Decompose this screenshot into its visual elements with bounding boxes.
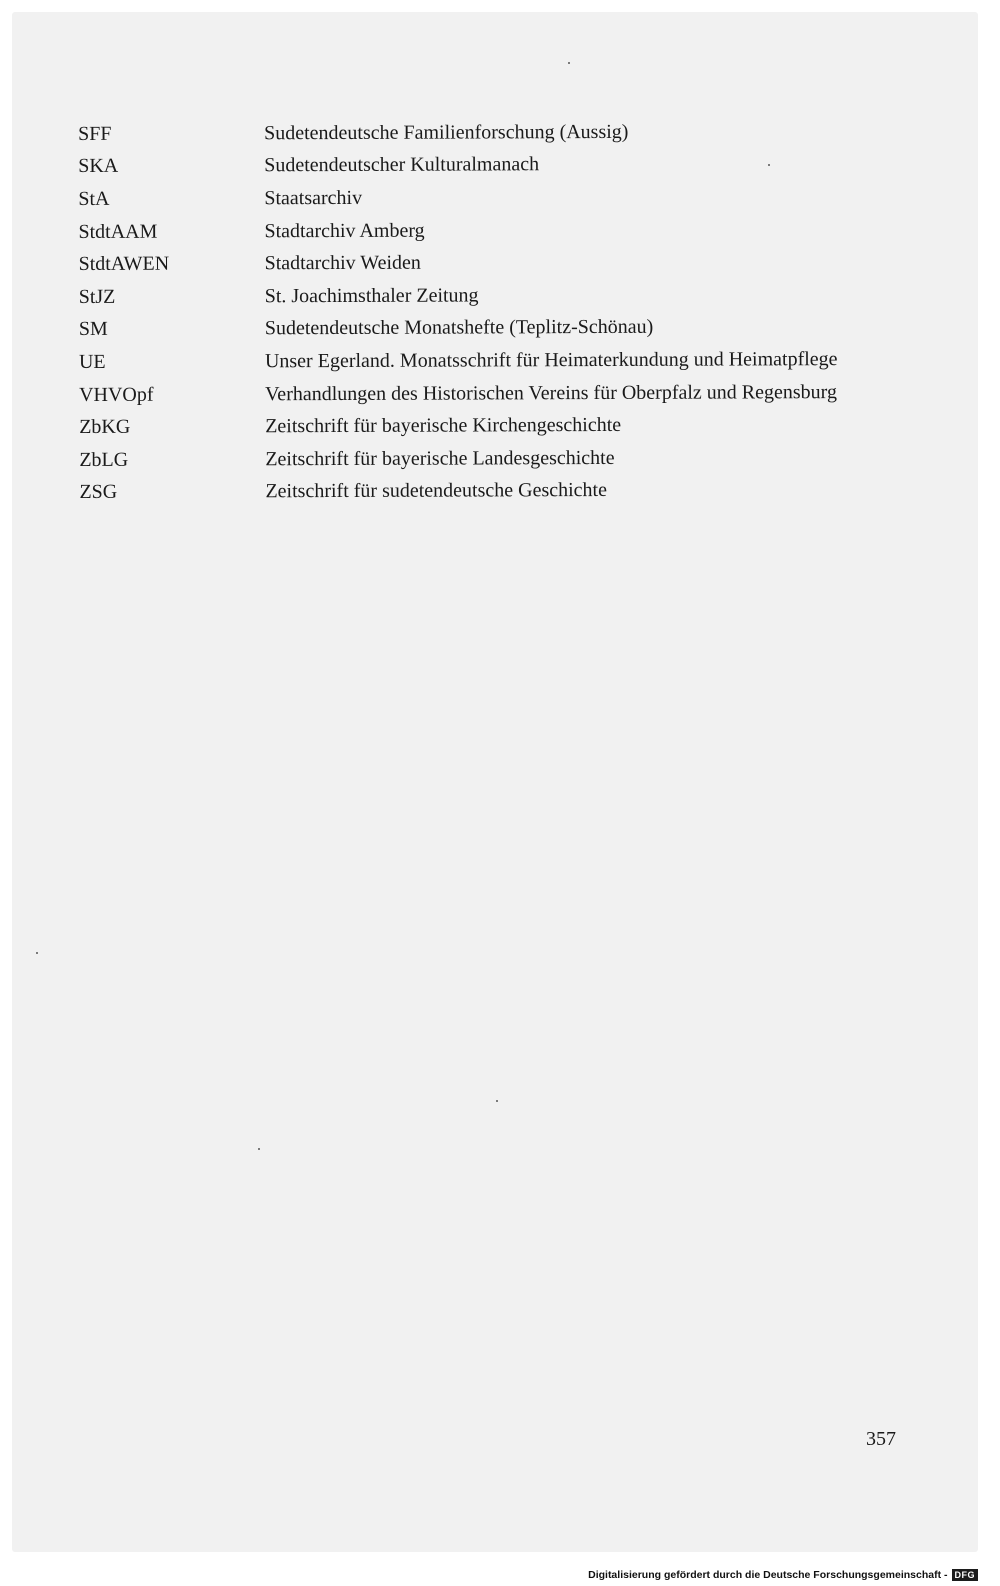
- abbreviation-term: StdtAWEN: [78, 252, 170, 276]
- abbreviation-expansion: Verhandlungen des Historischen Vereins für Oberpfalz und Regensburg: [265, 380, 838, 405]
- dfg-logo: DFG: [952, 1569, 979, 1581]
- abbreviation-expansion: Unser Egerland. Monatsschrift für Heimaterkundung und Heimatpflege: [264, 348, 838, 373]
- paper-speck: [568, 62, 570, 64]
- abbreviation-expansion: Sudetendeutsche Familienforschung (Aussig): [264, 120, 629, 145]
- abbreviation-term: StJZ: [78, 285, 116, 308]
- abbreviation-row: [78, 115, 898, 151]
- abbreviation-term: StdtAAM: [78, 220, 158, 243]
- abbreviation-row: [79, 310, 899, 346]
- abbreviation-term: VHVOpf: [79, 383, 154, 406]
- paper-speck: [258, 1148, 260, 1150]
- abbreviation-term: SFF: [78, 122, 112, 145]
- abbreviation-list: [78, 115, 899, 509]
- digitization-footer: [588, 1569, 978, 1581]
- abbreviation-row: [79, 473, 899, 509]
- abbreviation-row: [78, 213, 898, 249]
- abbreviation-term: ZbLG: [79, 448, 129, 471]
- abbreviation-term: StA: [78, 187, 110, 210]
- abbreviation-row: [78, 147, 898, 183]
- abbreviation-row: [79, 343, 899, 379]
- abbreviation-term: UE: [78, 350, 106, 373]
- abbreviation-row: [79, 376, 899, 412]
- page-number: 357: [866, 1428, 896, 1450]
- abbreviation-expansion: Sudetendeutsche Monatshefte (Teplitz-Schönau): [264, 316, 654, 340]
- paper-speck: [496, 1100, 498, 1102]
- abbreviation-expansion: Staatsarchiv: [264, 186, 363, 210]
- footer-credit-text: Digitalisierung gefördert durch die Deutsche Forschungsgemeinschaft -: [588, 1569, 948, 1581]
- abbreviation-term: SM: [78, 318, 108, 341]
- paper-speck: [36, 952, 38, 954]
- abbreviation-expansion: Zeitschrift für bayerische Kirchengeschichte: [265, 414, 622, 438]
- abbreviation-row: [79, 441, 899, 477]
- abbreviation-row: [79, 408, 899, 444]
- abbreviation-row: [79, 278, 899, 314]
- abbreviation-expansion: St. Joachimsthaler Zeitung: [264, 284, 479, 308]
- abbreviation-expansion: Zeitschrift für sudetendeutsche Geschichte: [265, 479, 608, 503]
- abbreviation-row: [78, 180, 898, 216]
- abbreviation-expansion: Zeitschrift für bayerische Landesgeschichte: [265, 446, 615, 471]
- abbreviation-term: SKA: [78, 155, 119, 178]
- abbreviation-expansion: Stadtarchiv Amberg: [264, 219, 425, 242]
- abbreviation-expansion: Sudetendeutscher Kulturalmanach: [264, 153, 540, 177]
- abbreviation-term: ZbKG: [79, 415, 131, 439]
- abbreviation-expansion: Stadtarchiv Weiden: [264, 251, 421, 275]
- abbreviation-row: [79, 245, 899, 281]
- abbreviation-term: ZSG: [79, 481, 118, 504]
